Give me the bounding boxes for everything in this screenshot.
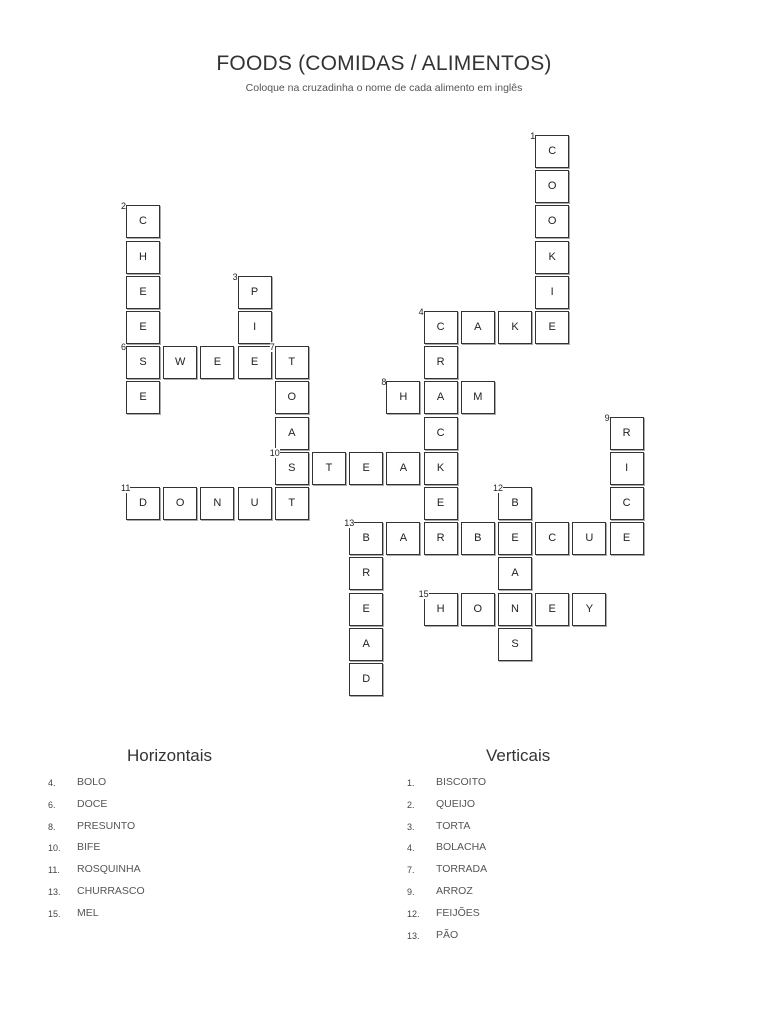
clue-number: 7. — [407, 865, 415, 876]
cell-letter: T — [288, 356, 296, 369]
crossword-cell[interactable] — [535, 205, 569, 238]
clue-word: ARROZ — [436, 884, 473, 897]
cell-letter: H — [139, 250, 147, 263]
crossword-cell[interactable] — [493, 483, 532, 520]
clue-item — [48, 820, 348, 842]
cell-letter: E — [436, 497, 445, 509]
cell-number: 1 — [530, 131, 536, 141]
verticais-clue-list — [407, 776, 707, 950]
crossword-cell[interactable] — [461, 381, 495, 414]
cell-letter: E — [213, 356, 222, 369]
cell-letter: C — [548, 145, 557, 157]
crossword-cell[interactable] — [349, 628, 383, 661]
clue-item — [407, 841, 707, 863]
cell-letter: C — [139, 215, 147, 228]
cell-letter: D — [139, 497, 147, 509]
crossword-cell[interactable] — [604, 412, 644, 450]
crossword-cell[interactable] — [535, 170, 569, 203]
crossword-cell[interactable] — [535, 241, 569, 274]
clue-item — [407, 885, 707, 907]
cell-letter: K — [436, 461, 445, 474]
verticais-heading: Verticais — [486, 746, 551, 765]
cell-number: 8 — [381, 377, 387, 388]
crossword-cell[interactable] — [269, 342, 309, 379]
clue-number: 10. — [48, 843, 61, 854]
cell-number: 10 — [269, 447, 280, 458]
crossword-cell[interactable] — [424, 452, 458, 485]
crossword-cell[interactable] — [572, 593, 606, 626]
cell-letter: E — [362, 461, 370, 474]
cell-number: 13 — [344, 518, 355, 529]
clue-item — [407, 929, 707, 951]
crossword-cell[interactable] — [126, 381, 160, 414]
cell-letter: W — [174, 356, 186, 369]
cell-letter: E — [139, 285, 147, 298]
cell-letter: B — [362, 532, 370, 545]
crossword-cell[interactable] — [163, 346, 197, 379]
crossword-cell[interactable] — [424, 417, 458, 450]
cell-number: 15 — [418, 588, 429, 599]
clue-number: 4. — [48, 778, 56, 788]
clue-number: 13. — [407, 930, 420, 941]
cell-letter: B — [511, 497, 519, 509]
cell-letter: O — [175, 497, 185, 509]
cell-letter: O — [287, 391, 297, 404]
crossword-cell[interactable] — [461, 593, 495, 626]
cell-letter: A — [399, 532, 408, 545]
crossword-cell[interactable] — [610, 522, 644, 555]
cell-letter: R — [436, 532, 445, 545]
crossword-cell[interactable] — [418, 588, 458, 626]
crossword-cell[interactable] — [572, 522, 606, 555]
cell-letter: D — [362, 673, 371, 685]
crossword-cell[interactable] — [163, 487, 197, 520]
clue-word: BIFE — [77, 841, 101, 854]
crossword-cell[interactable] — [349, 452, 383, 485]
clue-word: BOLO — [77, 776, 107, 788]
cell-letter: E — [362, 602, 370, 615]
crossword-cell[interactable] — [535, 522, 569, 555]
clue-number: 3. — [407, 821, 415, 832]
cell-letter: I — [253, 321, 257, 333]
crossword-cell[interactable] — [275, 417, 309, 450]
clue-number: 1. — [407, 778, 415, 788]
cell-letter: K — [511, 321, 519, 333]
clue-item — [407, 820, 707, 842]
clue-number: 2. — [407, 799, 415, 810]
cell-letter: U — [250, 497, 259, 509]
crossword-cell[interactable] — [232, 271, 272, 309]
horizontais-heading: Horizontais — [127, 746, 213, 765]
cell-letter: E — [548, 602, 556, 615]
cell-letter: E — [548, 321, 556, 333]
crossword-cell[interactable] — [275, 487, 309, 520]
clue-word: TORTA — [436, 819, 471, 832]
cell-number: 11 — [121, 483, 131, 493]
clue-number: 6. — [48, 799, 56, 810]
clue-number: 9. — [407, 886, 415, 897]
cell-letter: U — [585, 532, 594, 545]
cell-letter: M — [473, 391, 483, 404]
cell-letter: P — [250, 285, 259, 298]
cell-letter: A — [399, 461, 408, 474]
cell-letter: Y — [585, 602, 594, 615]
crossword-cell[interactable] — [238, 487, 272, 520]
cell-letter: C — [548, 532, 557, 545]
clue-word: BISCOITO — [436, 776, 486, 788]
crossword-cell[interactable] — [275, 381, 309, 414]
cell-letter: R — [362, 567, 371, 580]
cell-number: 6 — [121, 342, 127, 353]
horizontais-clue-list — [48, 776, 348, 929]
clue-word: PRESUNTO — [77, 819, 136, 832]
crossword-cell[interactable] — [424, 381, 458, 414]
clue-number: 13. — [48, 886, 61, 897]
crossword-cell[interactable] — [498, 628, 532, 661]
cell-letter: I — [550, 285, 554, 298]
cell-letter: A — [288, 426, 296, 439]
clue-item — [48, 798, 348, 820]
cell-letter: C — [436, 321, 445, 333]
cell-letter: N — [213, 497, 222, 509]
crossword-cell[interactable] — [312, 452, 346, 485]
crossword-cell[interactable] — [610, 452, 644, 485]
cell-number: 3 — [232, 271, 238, 282]
crossword-cell[interactable] — [126, 241, 160, 274]
cell-letter: R — [622, 426, 631, 439]
crossword-cell[interactable] — [498, 522, 532, 555]
cell-letter: O — [547, 215, 557, 228]
cell-letter: E — [511, 532, 519, 545]
cell-letter: E — [139, 391, 147, 404]
crossword-cell[interactable] — [461, 311, 495, 344]
clue-number: 8. — [48, 821, 56, 832]
crossword-cell[interactable] — [535, 593, 569, 626]
cell-letter: E — [250, 356, 259, 369]
clue-word: DOCE — [77, 797, 108, 810]
crossword-cell[interactable] — [238, 311, 272, 344]
clue-item — [48, 841, 348, 863]
cell-letter: N — [511, 602, 519, 615]
clue-item — [48, 776, 348, 798]
clue-item — [407, 776, 707, 798]
clue-item — [407, 907, 707, 929]
crossword-cell[interactable] — [424, 522, 458, 555]
page-title: FOODS (COMIDAS / ALIMENTOS) — [216, 52, 552, 75]
crossword-cell[interactable] — [535, 276, 569, 309]
crossword-cell[interactable] — [126, 276, 160, 309]
clue-word: ROSQUINHA — [77, 863, 141, 876]
crossword-cell[interactable] — [344, 518, 383, 555]
cell-letter: A — [511, 567, 519, 580]
crossword-cell[interactable] — [349, 557, 383, 590]
clue-word: BOLACHA — [436, 841, 487, 854]
cell-letter: O — [473, 602, 483, 615]
cell-letter: K — [548, 250, 556, 263]
cell-letter: O — [547, 180, 557, 193]
clue-item — [48, 907, 348, 929]
crossword-cell[interactable] — [461, 522, 495, 555]
crossword-cell[interactable] — [418, 307, 458, 344]
cell-letter: E — [139, 321, 147, 333]
clue-item — [48, 885, 348, 907]
clue-word: PÃO — [436, 928, 459, 941]
clue-word: QUEIJO — [436, 797, 476, 810]
cell-number: 12 — [493, 483, 504, 493]
cell-letter: T — [288, 497, 296, 509]
crossword-cell[interactable] — [381, 377, 420, 414]
cell-letter: A — [474, 321, 482, 333]
crossword-cell[interactable] — [269, 447, 309, 485]
cell-letter: C — [622, 497, 631, 509]
crossword-cell[interactable] — [349, 593, 383, 626]
crossword-cell[interactable] — [386, 452, 420, 485]
cell-letter: S — [139, 356, 147, 369]
crossword-cell[interactable] — [126, 311, 160, 344]
clue-word: MEL — [77, 906, 99, 919]
page-subtitle: Coloque na cruzadinha o nome de cada alimento em inglês — [245, 82, 523, 94]
clue-word: FEIJÕES — [436, 906, 480, 919]
cell-letter: H — [436, 602, 445, 615]
cell-letter: R — [436, 356, 445, 369]
cell-letter: I — [625, 461, 629, 474]
crossword-cell[interactable] — [349, 663, 383, 696]
crossword-cell[interactable] — [498, 311, 532, 344]
crossword-cell[interactable] — [238, 346, 272, 379]
crossword-cell[interactable] — [424, 346, 458, 379]
crossword-cell[interactable] — [200, 487, 234, 520]
crossword-cell[interactable] — [121, 483, 160, 520]
cell-letter: B — [474, 532, 482, 545]
cell-letter: S — [511, 637, 519, 650]
cell-letter: E — [622, 532, 631, 545]
crossword-cell[interactable] — [535, 311, 569, 344]
cell-number: 2 — [121, 201, 127, 212]
clue-word: TORRADA — [436, 863, 488, 876]
crossword-cell[interactable] — [121, 201, 160, 238]
cell-number: 7 — [269, 342, 275, 353]
cell-letter: A — [436, 391, 445, 404]
crossword-cell[interactable] — [121, 342, 160, 379]
crossword-cell[interactable] — [200, 346, 234, 379]
clue-word: CHURRASCO — [77, 884, 145, 897]
crossword-cell[interactable] — [498, 557, 532, 590]
cell-letter: T — [325, 461, 333, 474]
crossword-cell[interactable] — [424, 487, 458, 520]
crossword-cell[interactable] — [530, 131, 569, 168]
cell-letter: S — [288, 461, 296, 474]
crossword-cell[interactable] — [386, 522, 420, 555]
cell-number: 9 — [604, 412, 610, 423]
clue-item — [407, 863, 707, 885]
cell-letter: A — [362, 637, 370, 650]
clue-number: 15. — [48, 908, 61, 919]
cell-number: 4 — [418, 307, 424, 317]
cell-letter: C — [436, 426, 445, 439]
clue-item — [48, 863, 348, 885]
clue-number: 4. — [407, 843, 415, 854]
crossword-cell[interactable] — [498, 593, 532, 626]
crossword-cell[interactable] — [610, 487, 644, 520]
clue-item — [407, 798, 707, 820]
clue-number: 12. — [407, 908, 420, 919]
cell-letter: H — [399, 391, 408, 404]
clue-number: 11. — [48, 865, 60, 876]
